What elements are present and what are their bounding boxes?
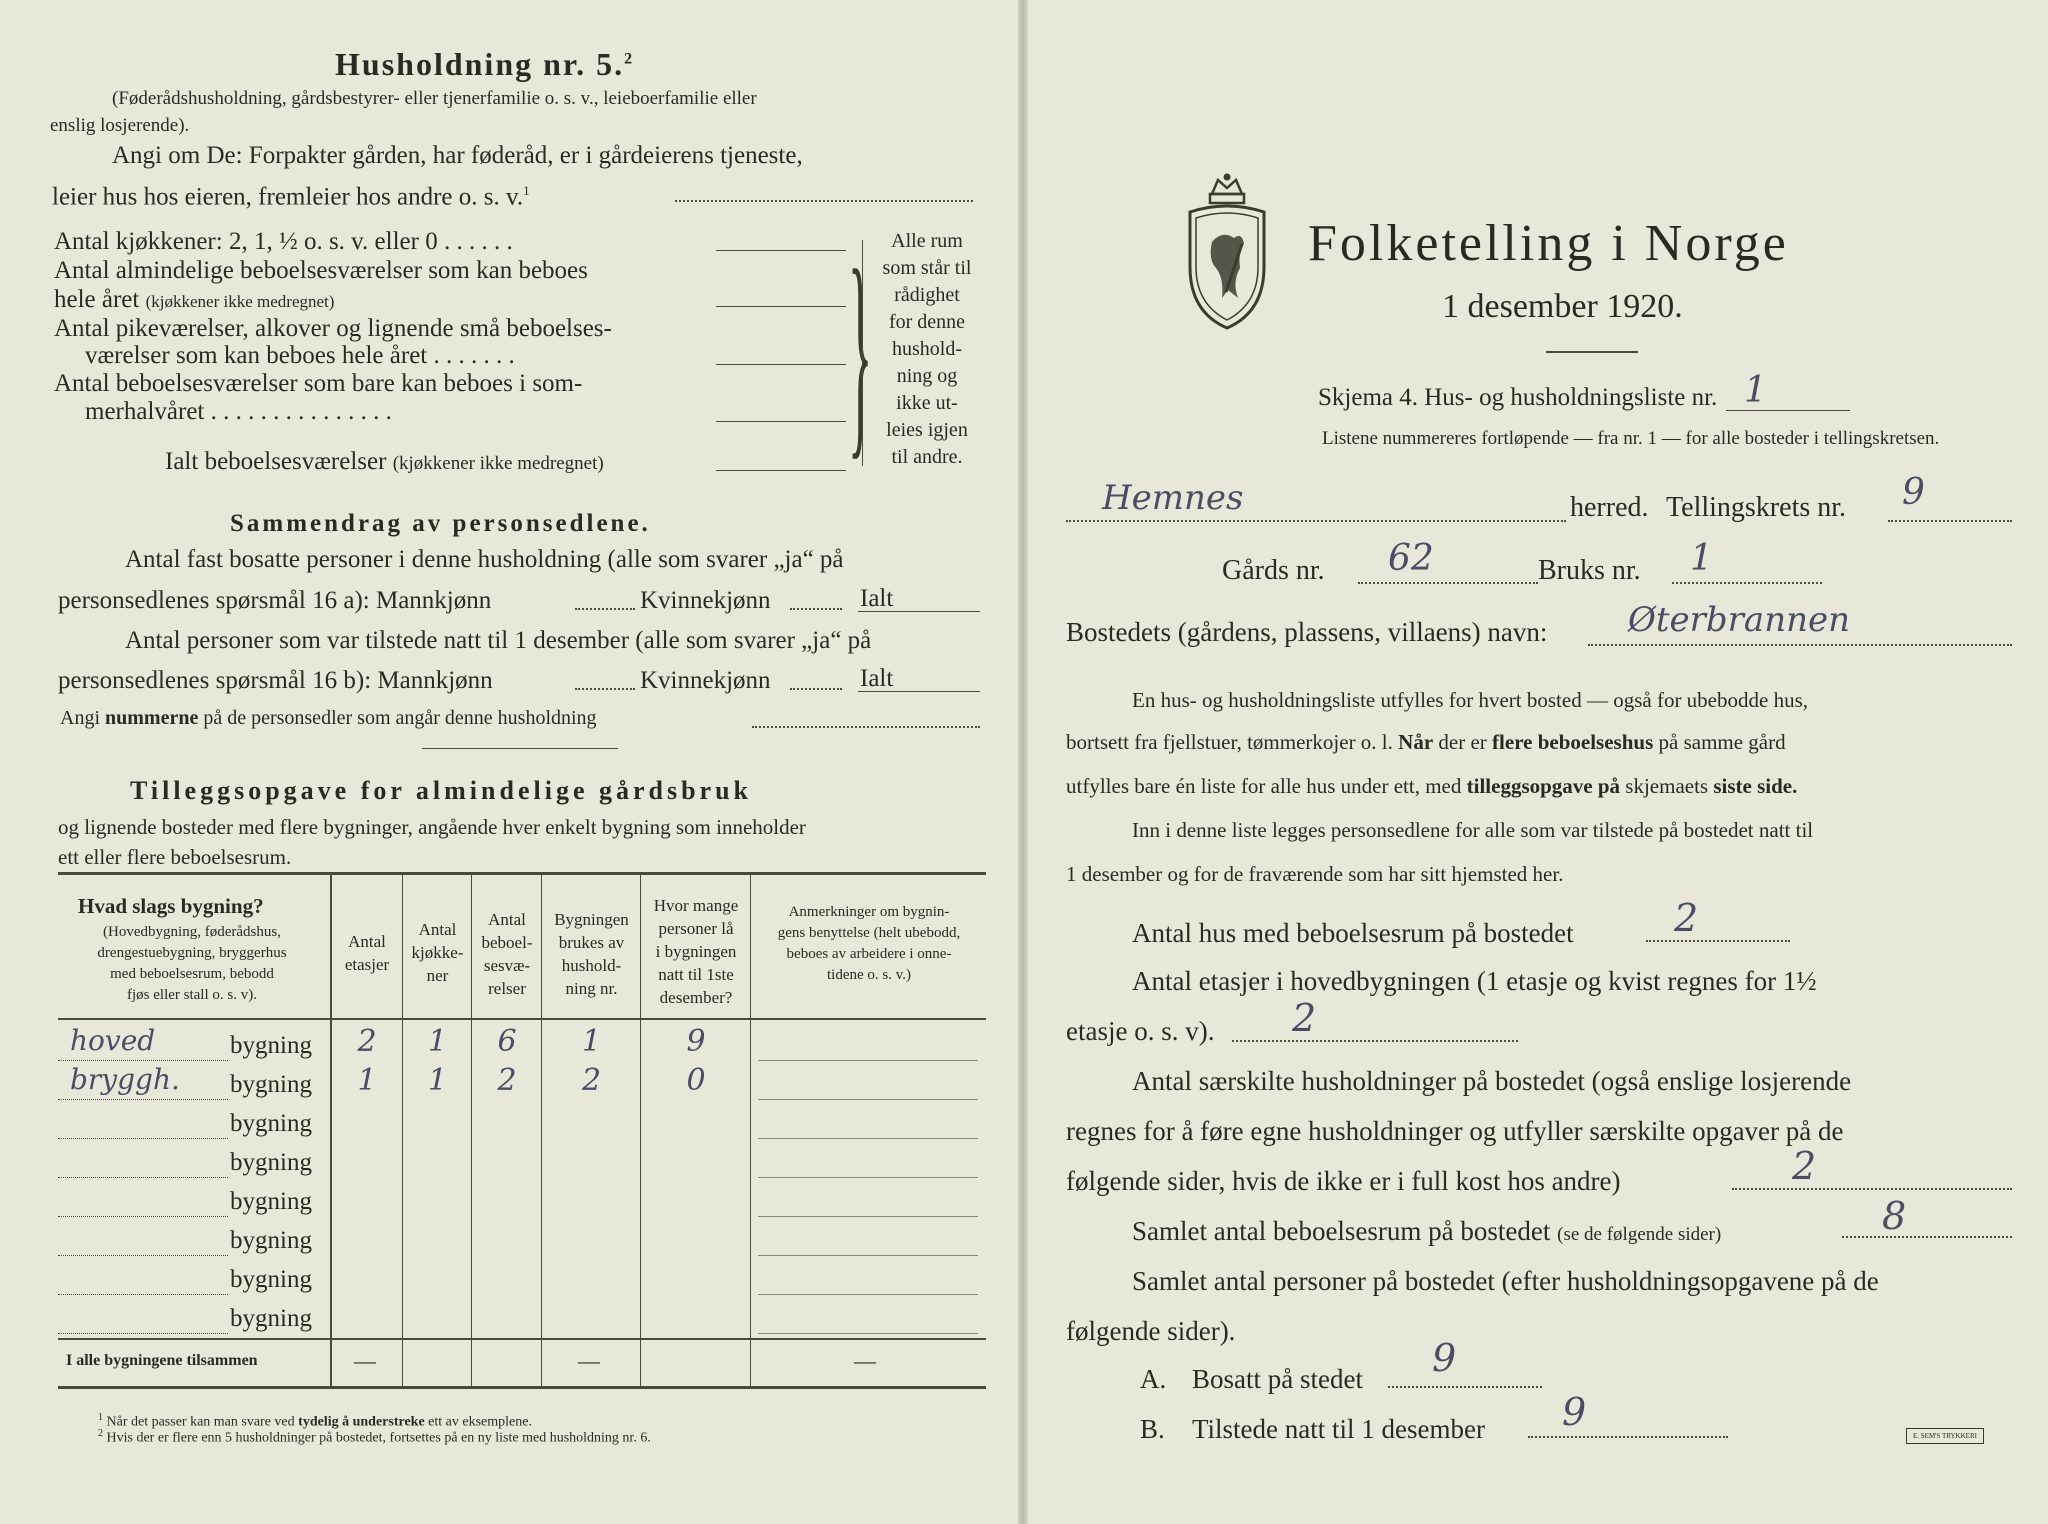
table-row: [58, 1141, 986, 1180]
row-remarks-line: [758, 1177, 978, 1178]
col-persons-line: natt til 1ste: [658, 965, 734, 984]
col-rooms-head: [473, 908, 541, 1000]
form-title: Folketelling i Norge: [1308, 215, 1789, 272]
persons-question-2: følgende sider).: [1066, 1316, 1236, 1346]
resident-question: Bosatt på stedet: [1192, 1364, 1363, 1394]
row-building-word: bygning: [230, 1071, 312, 1098]
schema-value: 1: [1744, 370, 1767, 411]
floors-answer-line: [1232, 1040, 1518, 1042]
intro-note-2: enslig losjerende).: [50, 115, 190, 136]
summary-line-1b: [58, 587, 491, 615]
numbering-note: Listene nummereres fortløpende — fra nr. 1 — for alle bosteder i tellingskretsen.: [1322, 428, 1940, 449]
numbers-line-a: Angi: [60, 707, 100, 729]
present-answer-line: [1528, 1436, 1728, 1438]
kitchens-answer-line: [716, 250, 846, 251]
bosted-answer-line: [1588, 644, 2012, 646]
row-remarks-line: [758, 1060, 978, 1061]
section-divider: [422, 748, 618, 749]
resident-label: A.: [1140, 1364, 1167, 1394]
rooms-value: 8: [1882, 1194, 1907, 1238]
info-line-4: Inn i denne liste legges personsedlene for alle som var tilstede på bostedet natt til: [1132, 818, 1814, 842]
herred-label: herred.: [1570, 492, 1649, 523]
ordinary-rooms-question-2: [54, 286, 334, 314]
resident-male-answer: [575, 608, 635, 610]
total-rooms-question: [165, 448, 604, 476]
numbers-line-b: nummerne: [105, 707, 199, 729]
row-kitchens-value: 1: [427, 1063, 448, 1098]
summer-rooms-question: Antal beboelsesværelser som bare kan beboes i som-: [54, 370, 583, 397]
table-row: [58, 1102, 986, 1141]
bruks-answer-line: [1672, 582, 1822, 584]
bruks-value: 1: [1690, 538, 1713, 579]
intro-note: (Føderådshusholdning, gårdsbestyrer- eller tjenerfamilie o. s. v., leieboerfamilie eller: [112, 88, 757, 109]
summer-rooms-answer-line: [716, 421, 846, 422]
bosted-label: Bostedets (gårdens, plassens, villaens) navn:: [1066, 617, 1548, 647]
side-note-line: ikke ut-: [896, 392, 958, 414]
footnote-2: [98, 1428, 651, 1447]
row-persons-value: 9: [686, 1024, 706, 1059]
table-row: [58, 1258, 986, 1297]
ordinary-rooms-q2-note: (kjøkkener ikke medregnet): [145, 292, 335, 311]
form-date: 1 desember 1920.: [1442, 288, 1683, 325]
info-3c: skjemaets: [1625, 774, 1709, 798]
ask-answer-line: [675, 200, 973, 202]
col-building-title: Hvad slags bygning?: [78, 894, 264, 918]
info-3d: siste side.: [1713, 774, 1798, 798]
col-floors-head: [332, 930, 402, 976]
present-value: 9: [1562, 1390, 1587, 1434]
summary-title: Sammendrag av personsedlene.: [230, 510, 651, 537]
kitchens-question: Antal kjøkkener: 2, 1, ½ o. s. v. eller 0 . . . . . .: [54, 228, 513, 255]
present-total-answer: [858, 691, 980, 692]
brace: }: [848, 223, 873, 478]
row-building-word: bygning: [230, 1032, 312, 1059]
side-note-line: hushold-: [892, 338, 962, 360]
side-note-line: leies igjen: [886, 419, 968, 441]
col-kitchens-line: Antal: [418, 920, 457, 939]
col-used-line: hushold-: [561, 956, 622, 975]
info-line-3: [1066, 774, 1797, 799]
row-answer-line: [58, 1333, 228, 1334]
col-remarks-line: Anmerkninger om bygnin-: [788, 904, 950, 920]
houses-answer-line: [1646, 940, 1790, 942]
table-total-rule: [58, 1338, 986, 1340]
side-note-line: for denne: [888, 311, 966, 333]
household-heading: [335, 46, 634, 83]
rooms-question-note: (se de følgende sider): [1557, 1224, 1722, 1245]
total-remarks-dash: —: [854, 1348, 876, 1373]
col-persons-line: Hvor mange: [653, 896, 739, 915]
row-building-name: bryggh.: [70, 1063, 180, 1096]
col-used-head: [543, 908, 640, 1000]
row-kitchens-value: 1: [427, 1024, 448, 1059]
maid-rooms-question: Antal pikeværelser, alkover og lignende små beboelses-: [54, 315, 612, 342]
info-2b: Når: [1398, 730, 1434, 754]
krets-label: Tellingskrets nr.: [1666, 492, 1847, 523]
row-remarks-line: [758, 1138, 978, 1139]
herred-answer-line: [1066, 520, 1566, 522]
table-top-rule: [58, 872, 986, 875]
row-building-word: bygning: [230, 1227, 312, 1254]
row-remarks-line: [758, 1099, 978, 1100]
col-remarks-line: tidene o. s. v.): [826, 967, 911, 983]
extra-line-1: og lignende bosteder med flere bygninger, angående hver enkelt bygning som inneholder: [58, 815, 806, 839]
summary-line-2a: Antal personer som var tilstede natt til 1 desember (alle som svarer „ja“ på: [125, 627, 872, 654]
buildings-table: [58, 872, 986, 1388]
side-note-line: som står til: [882, 257, 972, 279]
present-label: B.: [1140, 1414, 1165, 1444]
col-rooms-line: relser: [488, 979, 526, 998]
col-rooms-line: beboel-: [481, 933, 533, 952]
summary-line-2b: [58, 667, 493, 695]
rooms-question-text: Samlet antal beboelsesrum på bostedet: [1132, 1216, 1551, 1246]
col-floors-line: etasjer: [344, 955, 390, 974]
title-divider: [1546, 351, 1638, 353]
col-persons-line: i bygningen: [655, 942, 737, 961]
col-kitchens-head: [404, 918, 471, 987]
ordinary-rooms-answer-line: [716, 306, 846, 307]
row-remarks-line: [758, 1255, 978, 1256]
info-3b: tilleggsopgave på: [1466, 774, 1621, 798]
resident-value: 9: [1432, 1336, 1457, 1380]
right-page: [1022, 0, 2048, 1524]
side-note-line: rådighet: [894, 284, 960, 306]
floors-question-2: etasje o. s. v).: [1066, 1016, 1215, 1046]
persons-question-1: Samlet antal personer på bostedet (efter husholdningsopgavene på de: [1132, 1266, 1879, 1296]
household-heading-text: Husholdning nr. 5.: [335, 46, 625, 82]
houses-value: 2: [1674, 896, 1699, 940]
numbers-line: [60, 707, 597, 730]
rooms-answer-line: [1842, 1236, 2012, 1238]
col-building-sub-line: drengestuebygning, bryggerhus: [97, 945, 287, 961]
schema-label: Skjema 4. Hus- og husholdningsliste nr.: [1318, 384, 1718, 411]
row-used-value: 2: [581, 1063, 602, 1098]
info-line-5: 1 desember og for de fraværende som har sitt hjemsted her.: [1066, 862, 1564, 886]
present-total-label: Ialt: [860, 665, 894, 692]
summer-rooms-question-2: merhalvåret . . . . . . . . . . . . . . .: [85, 398, 392, 425]
bosted-value: Øterbrannen: [1628, 600, 1851, 640]
gards-answer-line: [1358, 582, 1538, 584]
heading-footnote-mark: 2: [624, 50, 635, 68]
side-note-line: ning og: [896, 365, 958, 387]
resident-total-label: Ialt: [860, 585, 894, 612]
footnote-2-num: 2: [98, 1428, 103, 1439]
footnote-1-a: Når det passer kan man svare ved: [106, 1414, 295, 1430]
left-page: [0, 0, 1022, 1524]
info-3a: utfylles bare én liste for alle hus under ett, med: [1066, 774, 1462, 798]
ordinary-rooms-question: Antal almindelige beboelsesværelser som kan beboes: [54, 257, 588, 284]
row-floors-value: 1: [357, 1063, 377, 1098]
col-persons-head: [642, 894, 750, 1009]
row-persons-value: 0: [686, 1063, 706, 1098]
table-bottom-rule: [58, 1386, 986, 1389]
info-2e: på samme gård: [1658, 730, 1786, 754]
col-persons-line: personer lå: [658, 919, 734, 938]
col-building-sub-line: (Hovedbygning, føderådshus,: [103, 924, 281, 940]
row-remarks-line: [758, 1294, 978, 1295]
col-rooms-line: sesvæ-: [483, 956, 531, 975]
coat-of-arms-icon: [1182, 172, 1272, 332]
table-row: [58, 1219, 986, 1258]
row-building-name: hoved: [70, 1024, 156, 1057]
col-building-sub-line: fjøs eller stall o. s. v).: [127, 987, 257, 1003]
households-value: 2: [1792, 1144, 1817, 1188]
floors-question-1: Antal etasjer i hovedbygningen (1 etasje og kvist regnes for 1½: [1132, 966, 1817, 996]
footnote-2-text: Hvis der er flere enn 5 husholdninger på bostedet, fortsettes på en ny liste med husholdning nr. 6.: [106, 1430, 651, 1446]
side-note-line: til andre.: [891, 446, 963, 468]
krets-answer-line: [1888, 520, 2012, 522]
row-answer-line: [58, 1216, 228, 1217]
total-rooms-note: (kjøkkener ikke medregnet): [392, 453, 604, 474]
info-2d: flere beboelseshus: [1492, 730, 1654, 754]
maid-rooms-question-2: værelser som kan beboes hele året . . . . . . .: [85, 342, 515, 369]
info-2a: bortsett fra fjellstuer, tømmerkojer o. l.: [1066, 730, 1393, 754]
present-question: Tilstede natt til 1 desember: [1192, 1414, 1485, 1444]
info-line-2: [1066, 730, 1786, 755]
households-question-3: følgende sider, hvis de ikke er i full kost hos andre): [1066, 1166, 1621, 1196]
row-floors-value: 2: [357, 1024, 377, 1059]
row-rooms-value: 2: [497, 1063, 517, 1098]
table-row: [58, 1024, 986, 1063]
col-used-line: ning nr.: [565, 979, 618, 998]
total-floors-dash: —: [354, 1348, 376, 1373]
row-answer-line: [58, 1294, 228, 1295]
rooms-question: [1132, 1216, 1721, 1247]
present-male-label: personsedlenes spørsmål 16 b): Mannkjønn: [58, 667, 493, 694]
row-answer-line: [58, 1138, 228, 1139]
households-answer-line: [1732, 1188, 2012, 1190]
gards-label: Gårds nr.: [1222, 555, 1325, 586]
row-answer-line: [58, 1177, 228, 1178]
total-rooms-label: Ialt beboelsesværelser: [165, 448, 387, 475]
resident-total-answer: [858, 611, 980, 612]
ask-footnote-mark: 1: [523, 183, 530, 198]
schema-answer-line: [1726, 410, 1850, 411]
table-row: [58, 1063, 986, 1102]
table-head-rule: [58, 1018, 986, 1020]
col-used-line: Bygningen: [554, 910, 629, 929]
table-total-label: I alle bygningene tilsammen: [66, 1352, 258, 1369]
numbers-line-c: på de personsedler som angår denne husholdning: [203, 707, 597, 729]
bruks-label: Bruks nr.: [1538, 555, 1641, 586]
numbers-answer-line: [752, 726, 980, 728]
info-2c: der er: [1438, 730, 1487, 754]
row-building-word: bygning: [230, 1188, 312, 1215]
resident-male-label: personsedlenes spørsmål 16 a): Mannkjønn: [58, 587, 492, 614]
extra-title: Tilleggsopgave for almindelige gårdsbruk: [130, 776, 753, 805]
total-rooms-answer-line: [716, 470, 846, 471]
printer-stamp: E. SEM'S TRYKKERI: [1906, 1428, 1984, 1444]
ask-line-2: [52, 183, 530, 211]
col-remarks-line: beboes av arbeidere i onne-: [786, 946, 952, 962]
row-building-word: bygning: [230, 1149, 312, 1176]
floors-value: 2: [1292, 996, 1317, 1040]
present-female-answer: [790, 688, 842, 690]
row-rooms-value: 6: [497, 1024, 517, 1059]
resident-female-answer: [790, 608, 842, 610]
houses-question: Antal hus med beboelsesrum på bostedet: [1132, 918, 1574, 948]
krets-value: 9: [1902, 472, 1925, 513]
side-note-line: Alle rum: [891, 230, 963, 252]
col-building-sub-line: med beboelsesrum, bebodd: [110, 966, 274, 982]
row-building-word: bygning: [230, 1305, 312, 1332]
extra-line-2: ett eller flere beboelsesrum.: [58, 845, 292, 869]
present-female-label: Kvinnekjønn: [640, 667, 771, 694]
footnote-1-num: 1: [98, 1412, 103, 1423]
col-kitchens-line: ner: [426, 966, 449, 985]
col-used-line: brukes av: [558, 933, 625, 952]
row-building-word: bygning: [230, 1266, 312, 1293]
footnote-1-b: tydelig å understreke: [298, 1414, 425, 1430]
gards-value: 62: [1388, 538, 1434, 579]
col-remarks-line: gens benyttelse (helt ubebodd,: [777, 925, 961, 941]
col-building-sub: [58, 922, 326, 1006]
total-used-dash: —: [578, 1348, 600, 1373]
footnote-1-c: ett av eksemplene.: [428, 1414, 532, 1430]
table-row: [58, 1180, 986, 1219]
row-answer-line: [58, 1255, 228, 1256]
table-row: [58, 1297, 986, 1336]
row-remarks-line: [758, 1333, 978, 1334]
ask-line-1: Angi om De: Forpakter gården, har føderåd, er i gårdeierens tjeneste,: [112, 142, 803, 169]
summary-line-1a: Antal fast bosatte personer i denne husholdning (alle som svarer „ja“ på: [125, 546, 844, 573]
ordinary-rooms-q2-text: hele året: [54, 286, 140, 313]
side-note: [872, 228, 982, 471]
households-question-2: regnes for å føre egne husholdninger og utfyller særskilte opgaver på de: [1066, 1116, 1844, 1146]
col-persons-line: desember?: [659, 988, 733, 1007]
present-male-answer: [575, 688, 635, 690]
resident-female-label: Kvinnekjønn: [640, 587, 771, 614]
households-question-1: Antal særskilte husholdninger på bostedet (også enslige losjerende: [1132, 1066, 1852, 1096]
info-line-1: En hus- og husholdningsliste utfylles for hvert bosted — også for ubebodde hus,: [1132, 688, 1808, 712]
col-remarks-head: [752, 902, 986, 986]
maid-rooms-answer-line: [716, 364, 846, 365]
row-remarks-line: [758, 1216, 978, 1217]
col-kitchens-line: kjøkke-: [411, 943, 464, 962]
side-note-divider: [862, 240, 863, 466]
ask-line-2-text: leier hus hos eieren, fremleier hos andre o. s. v.: [52, 183, 524, 211]
row-answer-line: [58, 1060, 228, 1061]
col-rooms-line: Antal: [488, 910, 526, 929]
resident-answer-line: [1388, 1386, 1542, 1388]
row-used-value: 1: [581, 1024, 602, 1059]
herred-value: Hemnes: [1102, 478, 1244, 518]
row-answer-line: [58, 1099, 228, 1100]
row-building-word: bygning: [230, 1110, 312, 1137]
col-floors-line: Antal: [348, 932, 386, 951]
